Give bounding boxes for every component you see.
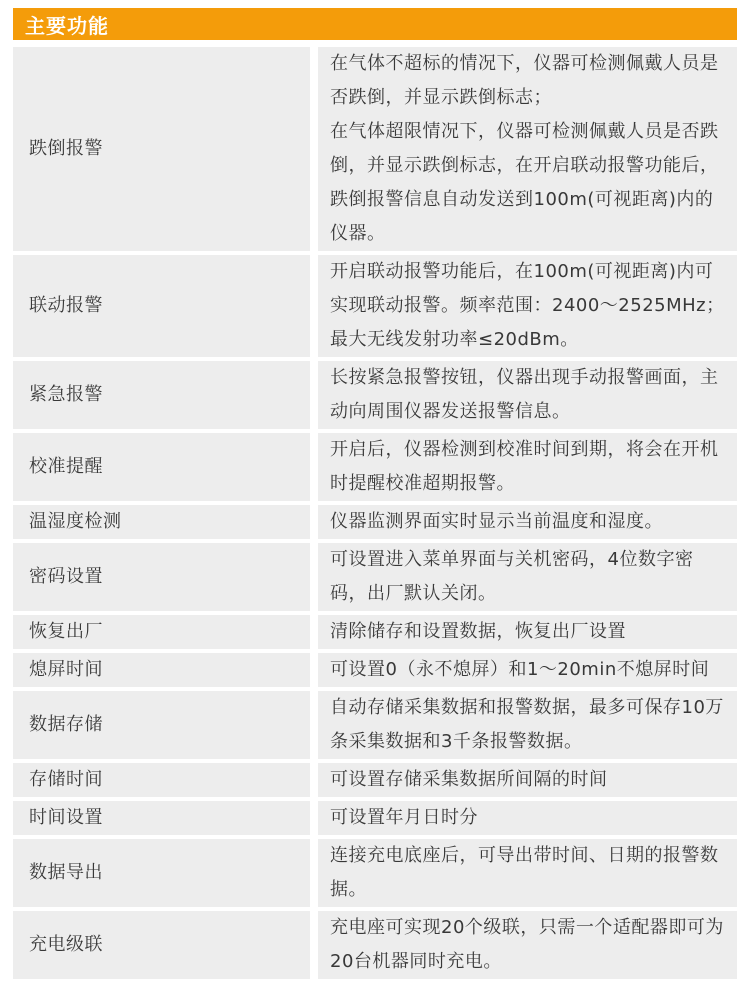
description-paragraph: 清除储存和设置数据，恢复出厂设置 [330, 621, 626, 642]
feature-description-cell [318, 47, 737, 251]
feature-name: 密码设置 [29, 566, 103, 587]
table-row [13, 763, 737, 797]
description-paragraph: 连接充电底座后，可导出带时间、日期的报警数据。 [330, 845, 719, 900]
description-paragraph: 在气体超限情况下，仪器可检测佩戴人员是否跌倒，并显示跌倒标志，在开启联动报警功能后，跌倒报警信息自动发送到100m(可视距离)内的仪器。 [330, 121, 719, 244]
feature-name: 数据导出 [29, 862, 103, 883]
description-paragraph: 开启后，仪器检测到校准时间到期，将会在开机时提醒校准超期报警。 [330, 439, 719, 494]
feature-description-cell [318, 361, 737, 429]
feature-name: 充电级联 [29, 934, 103, 955]
feature-description-cell [318, 763, 737, 797]
feature-name: 存储时间 [29, 769, 103, 790]
description-paragraph: 自动存储采集数据和报警数据，最多可保存10万条采集数据和3千条报警数据。 [330, 697, 724, 752]
description-paragraph: 可设置年月日时分 [330, 807, 478, 828]
feature-description-cell [318, 255, 737, 357]
description-paragraph: 充电座可实现20个级联，只需一个适配器即可为20台机器同时充电。 [330, 917, 724, 972]
feature-name: 联动报警 [29, 295, 103, 316]
feature-description-cell [318, 801, 737, 835]
description-paragraph: 可设置进入菜单界面与关机密码，4位数字密码，出厂默认关闭。 [330, 549, 694, 604]
feature-name-cell [13, 653, 310, 687]
feature-name-cell [13, 839, 310, 907]
feature-name-cell [13, 763, 310, 797]
feature-name: 校准提醒 [29, 456, 103, 477]
feature-name-cell [13, 433, 310, 501]
feature-name-cell [13, 801, 310, 835]
feature-description-cell [318, 433, 737, 501]
feature-description-cell [318, 691, 737, 759]
feature-name: 恢复出厂 [29, 621, 103, 642]
description-paragraph: 可设置0（永不熄屏）和1～20min不熄屏时间 [330, 659, 710, 680]
table-row [13, 361, 737, 429]
feature-name: 紧急报警 [29, 384, 103, 405]
feature-name: 跌倒报警 [29, 138, 103, 159]
table-row [13, 255, 737, 357]
description-paragraph: 可设置存储采集数据所间隔的时间 [330, 769, 608, 790]
feature-name-cell [13, 361, 310, 429]
description-paragraph: 在气体不超标的情况下，仪器可检测佩戴人员是否跌倒，并显示跌倒标志； [330, 53, 719, 108]
feature-description-cell [318, 653, 737, 687]
feature-name-cell [13, 47, 310, 251]
section-header-bar [13, 8, 737, 40]
table-row [13, 691, 737, 759]
table-row [13, 543, 737, 611]
description-paragraph: 开启联动报警功能后，在100m(可视距离)内可实现联动报警。频率范围：2400～2525MHz；最大无线发射功率≤20dBm。 [330, 261, 725, 350]
description-paragraph: 仪器监测界面实时显示当前温度和湿度。 [330, 511, 663, 532]
feature-name: 熄屏时间 [29, 659, 103, 680]
feature-description-cell [318, 543, 737, 611]
feature-name: 数据存储 [29, 714, 103, 735]
table-row [13, 47, 737, 251]
table-row [13, 653, 737, 687]
description-paragraph: 长按紧急报警按钮，仪器出现手动报警画面，主动向周围仪器发送报警信息。 [330, 367, 719, 422]
table-row [13, 505, 737, 539]
feature-description-cell [318, 615, 737, 649]
table-row [13, 801, 737, 835]
feature-name-cell [13, 255, 310, 357]
feature-name-cell [13, 691, 310, 759]
feature-name: 时间设置 [29, 807, 103, 828]
table-row [13, 911, 737, 979]
feature-name: 温湿度检测 [29, 511, 122, 532]
feature-description-cell [318, 911, 737, 979]
feature-description-cell [318, 839, 737, 907]
feature-name-cell [13, 615, 310, 649]
feature-name-cell [13, 543, 310, 611]
spec-table [13, 47, 737, 979]
feature-name-cell [13, 505, 310, 539]
table-row [13, 615, 737, 649]
table-row [13, 839, 737, 907]
feature-name-cell [13, 911, 310, 979]
section-title: 主要功能 [25, 13, 109, 38]
feature-description-cell [318, 505, 737, 539]
table-row [13, 433, 737, 501]
